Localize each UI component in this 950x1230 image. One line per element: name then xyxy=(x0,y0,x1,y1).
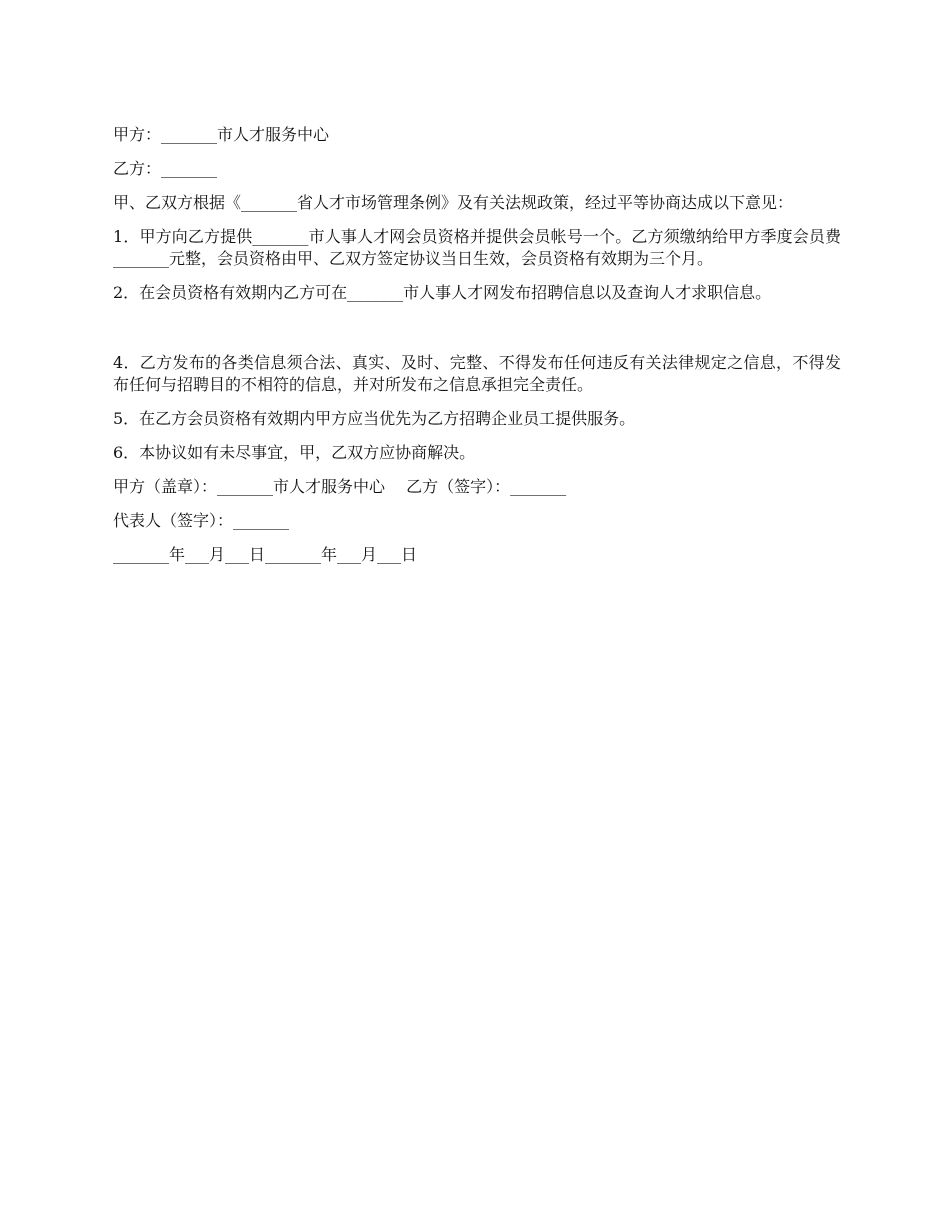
clause-4: 4．乙方发布的各类信息须合法、真实、及时、完整、不得发布任何违反有关法律规定之信息，不得发布任何与招聘目的不相符的信息，并对所发布之信息承担完全责任。 xyxy=(113,353,841,394)
contract-page xyxy=(113,124,841,578)
party-a-line: 甲方：_______市人才服务中心 xyxy=(113,125,330,144)
clause-2: 2．在会员资格有效期内乙方可在_______市人事人才网发布招聘信息以及查询人才求职信息。 xyxy=(113,283,772,302)
intro-paragraph: 甲、乙双方根据《_______省人才市场管理条例》及有关法规政策，经过平等协商达成以下意见： xyxy=(113,193,794,212)
date-line: _______年___月___日_______年___月___日 xyxy=(113,545,418,564)
representative-line: 代表人（签字）：_______ xyxy=(113,511,290,530)
clause-5: 5．在乙方会员资格有效期内甲方应当优先为乙方招聘企业员工提供服务。 xyxy=(113,409,636,428)
clause-6: 6．本协议如有未尽事宜，甲，乙双方应协商解决。 xyxy=(113,443,476,462)
clause-1: 1．甲方向乙方提供_______市人事人才网会员资格并提供会员帐号一个。乙方须缴纳给甲方季度会员费_______元整，会员资格由甲、乙双方签定协议当日生效，会员资格有效期为三个月。 xyxy=(113,227,841,268)
party-b-line: 乙方：_______ xyxy=(113,159,218,178)
signature-line: 甲方（盖章）：_______市人才服务中心 乙方（签字）：_______ xyxy=(113,477,567,496)
